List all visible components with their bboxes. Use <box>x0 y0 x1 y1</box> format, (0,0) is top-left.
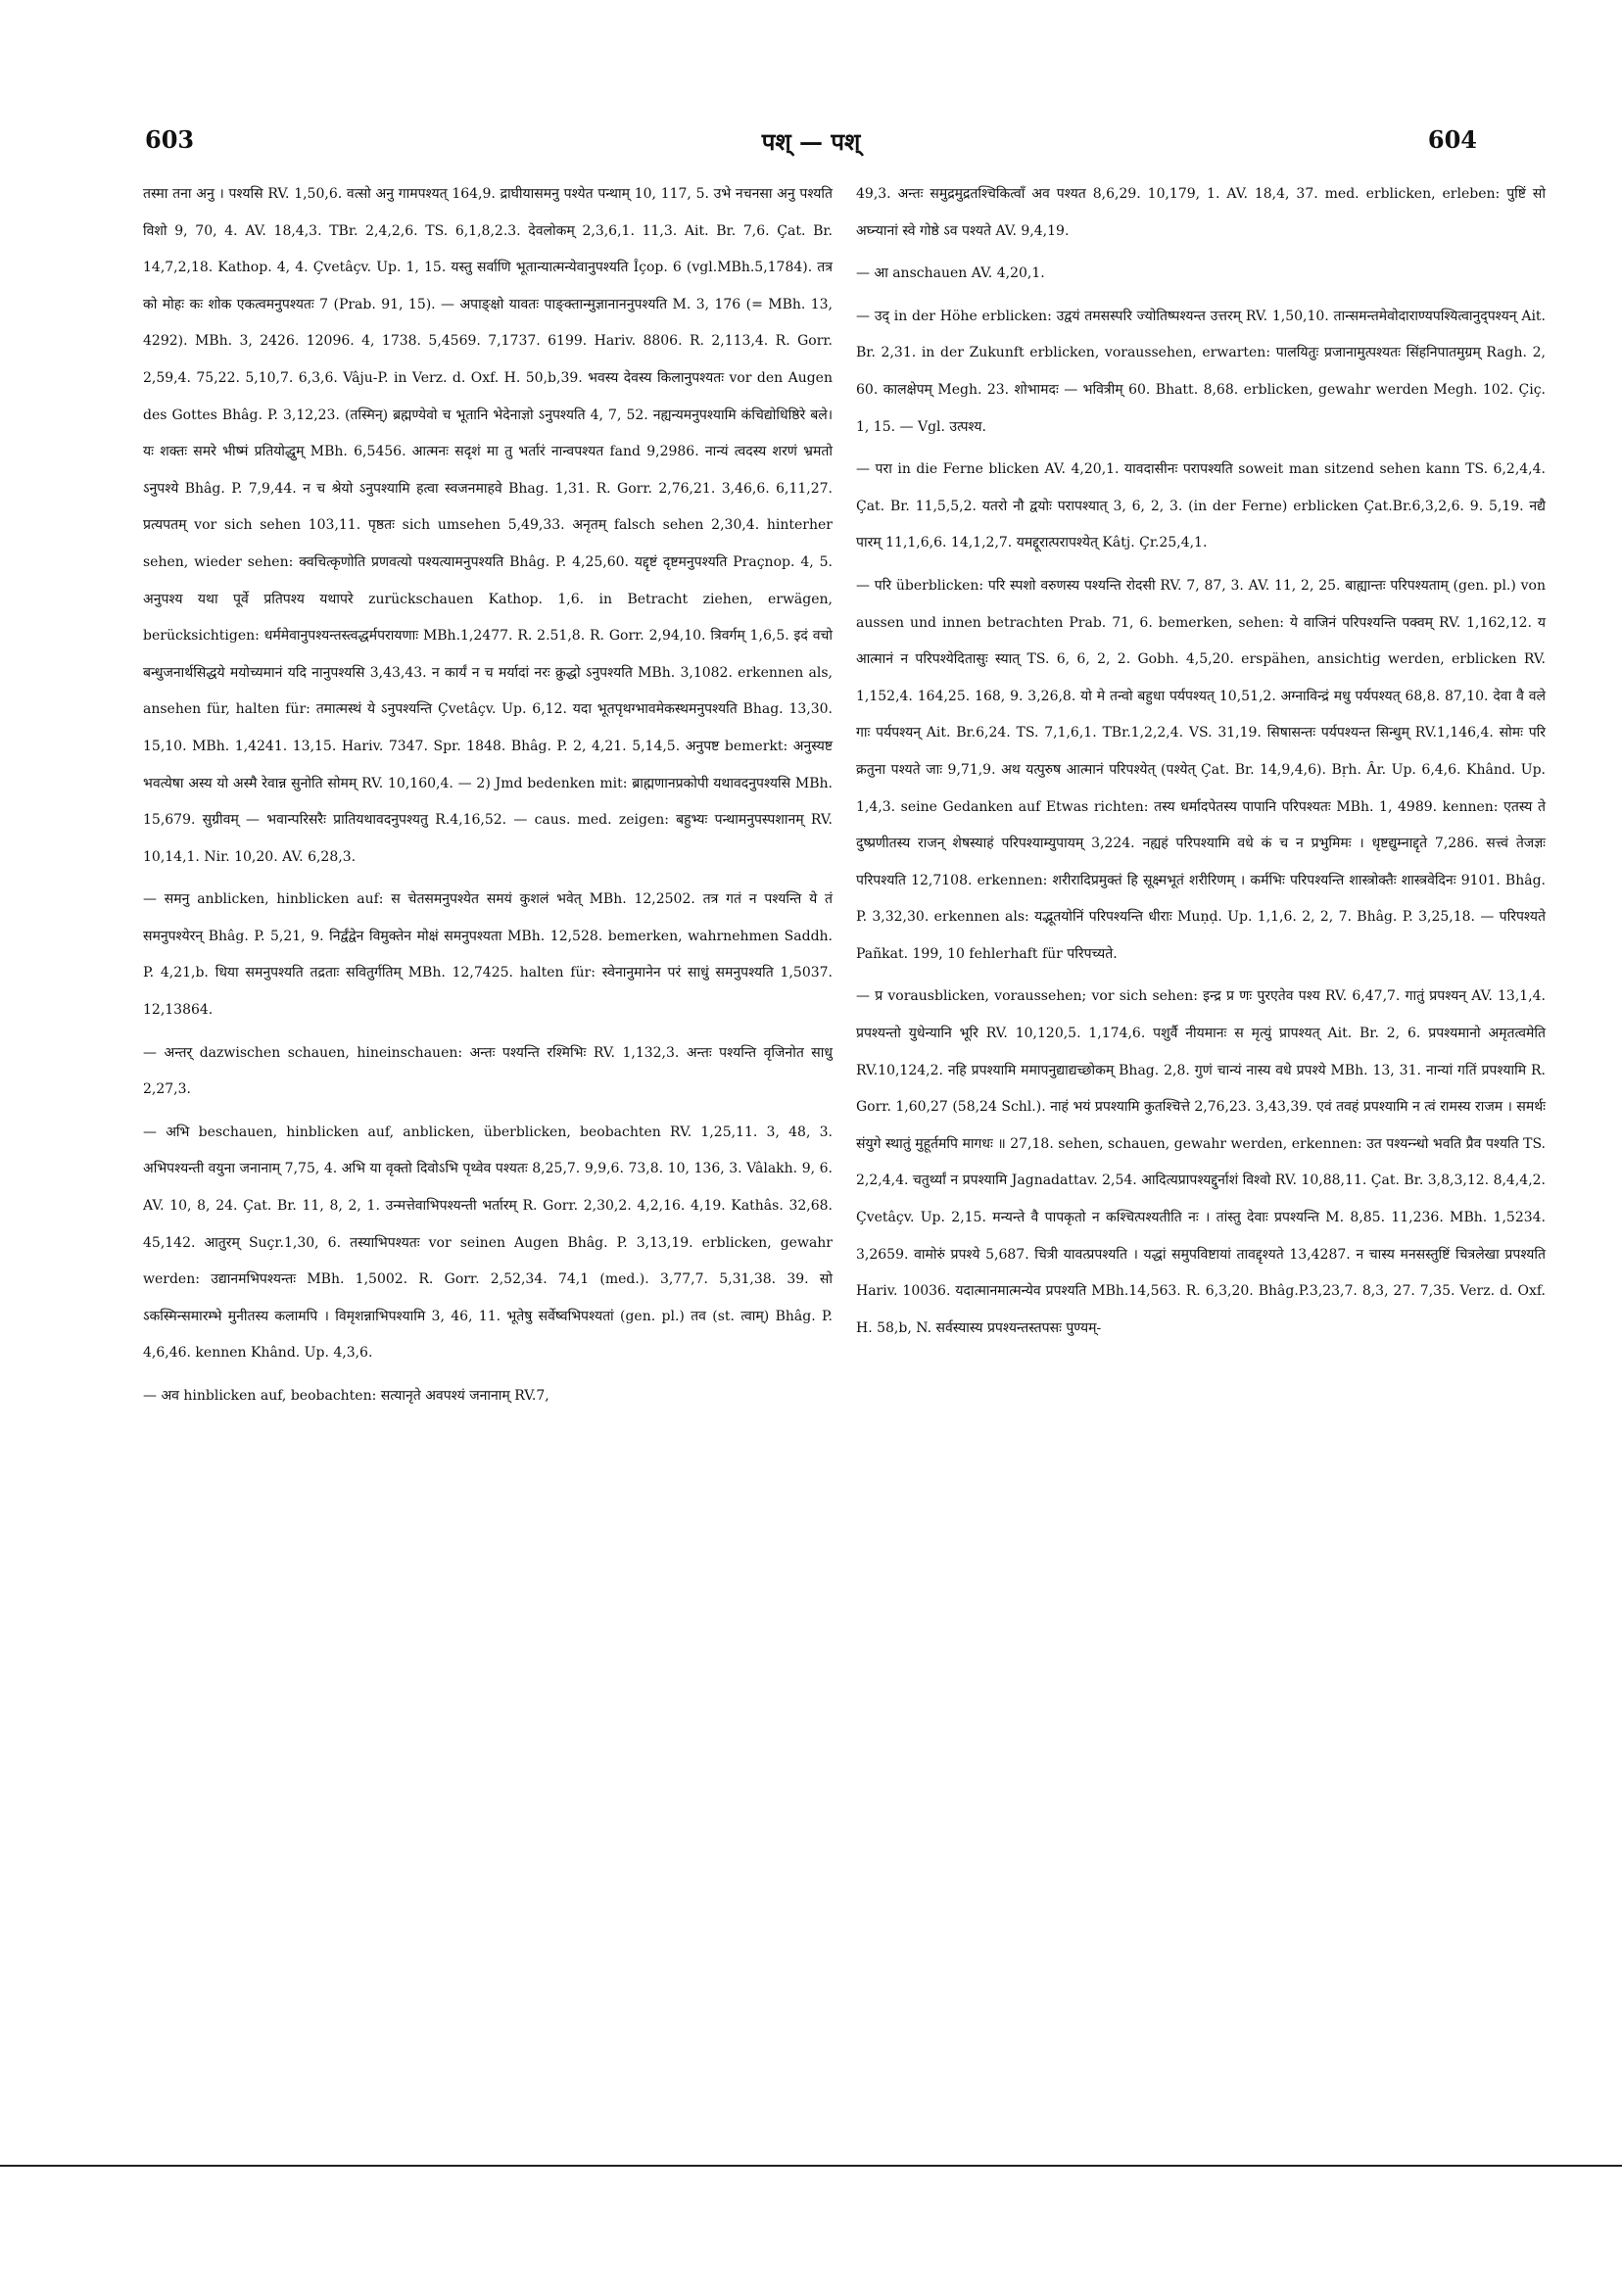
entry-paragraph: — अन्तर् dazwischen schauen, hineinschauen: अन्तः पश्यन्ति रश्मिभिः RV. 1,132,3. अन्तः पश्यन्ति वृजिनोत साधु 2,27,3. <box>143 1044 833 1098</box>
entry-paragraph: — परा in die Ferne blicken AV. 4,20,1. यावदासीनः परापश्यति soweit man sitzend sehen kann TS. 6,2,4,4. Çat. Br. 11,5,5,2. यतरो नौ द्वयोः परापश्यात् 3, 6, 2, 3. (in der Ferne) erblicken Çat.Br.6,3,2,6. 9. 5,19. नद्यै पारम् 11,1,6,6. 14,1,2,7. यमद्दूरात्परापश्येत् Kâtj. Çr.25,4,1. <box>856 461 1546 551</box>
entry-paragraph: — आ anschauen AV. 4,20,1. <box>856 265 1045 282</box>
entry-paragraph: — समनु anblicken, hinblicken auf: स चेतसमनुपश्येत समयं कुशलं भवेत् MBh. 12,2502. तत्र गतं न पश्यन्ति ये तं समनुपश्येरन् Bhâg. P. 5,21, 9. निर्द्वंद्वेन विमुक्तेन मोक्षं समनुपश्यता MBh. 12,528. bemerken, wahrnehmen Saddh. P. 4,21,b. धिया समनुपश्यति तद्रताः सवितुर्गतिम् MBh. 12,7425. halten für: स्वेनानुमानेन परं साधुं समनुपश्यति 1,5037. 12,13864. <box>143 891 833 1019</box>
left-column <box>143 176 833 1421</box>
entry-paragraph: — परि überblicken: परि स्पशो वरुणस्य पश्यन्ति रोदसी RV. 7, 87, 3. AV. 11, 2, 25. बाह्यान्तः परिपश्यताम् (gen. pl.) von aussen und innen betrachten Prab. 71, 6. bemerken, sehen: ये वाजिनं परिपश्यन्ति पक्वम् RV. 1,162,12. य आत्मानं न परिपश्येदितासुः स्यात् TS. 6, 6, 2, 2. Gobh. 4,5,20. erspähen, ansichtig werden, erblicken RV. 1,152,4. 164,25. 168, 9. 3,26,8. यो मे तन्वो बहुधा पर्यपश्यत् 10,51,2. अग्नाविन्द्रं मधु पर्यपश्यत् 68,8. 87,10. देवा वै वले गाः पर्यपश्यन् Ait. Br.6,24. TS. 7,1,6,1. TBr.1,2,2,4. VS. 31,19. सिषासन्तः पर्यपश्यन्त सिन्धुम् RV.1,146,4. सोमः परि क्रतुना पश्यते जाः 9,71,9. अथ यत्पुरुष आत्मानं परिपश्येत् (पश्येत् Çat. Br. 14,9,4,6). Bṛh. Âr. Up. 6,4,6. Khând. Up. 1,4,3. seine Gedanken auf Etwas richten: तस्य धर्मादपेतस्य पापानि परिपश्यतः MBh. 1, 4989. kennen: एतस्य ते दुष्प्रणीतस्य राजन् शेषस्याहं परिपश्याम्युपायम् 3,224. नह्यहं परिपश्यामि वधे कं च न प्रभुमिमः । धृष्टद्युम्नाद्दृते 7,286. सत्त्वं तेजज्ञः परिपश्यति 12,7108. erkennen: शरीरादिप्रमुक्तं हि सूक्ष्मभूतं शरीरिणम् । कर्मभिः परिपश्यन्ति शास्त्रोक्तैः शास्त्रवेदिनः 9101. Bhâg. P. 3,32,30. erkennen als: यद्भूतयोनिं परिपश्यन्ति धीराः Muṇḍ. Up. 1,1,6. 2, 2, 7. Bhâg. P. 3,25,18. — परिपश्यते Pañkat. 199, 10 fehlerhaft für परिपच्यते. <box>856 577 1546 962</box>
running-headword: पश् — पश् <box>761 127 861 156</box>
page-number-left: 603 <box>145 125 195 154</box>
entry-paragraph: — प्र vorausblicken, voraussehen; vor sich sehen: इन्द्र प्र णः पुरएतेव पश्य RV. 6,47,7. गातुं प्रपश्यन् AV. 13,1,4. प्रपश्यन्तो युधेन्यानि भूरि RV. 10,120,5. 1,174,6. पशुर्वै नीयमानः स मृत्युं प्रापश्यत् Ait. Br. 2, 6. प्रपश्यमानो अमृतत्वमेति RV.10,124,2. नहि प्रपश्यामि ममापनुद्याद्यच्छोकम् Bhag. 2,8. गुणं चान्यं नास्य वधे प्रपश्ये MBh. 13, 31. नान्यां गतिं प्रपश्यामि R. Gorr. 1,60,27 (58,24 Schl.). नाहं भयं प्रपश्यामि कुतश्चित्ते 2,76,23. 3,43,39. एवं तवहं प्रपश्यामि न त्वं रामस्य राजम । समर्थः संयुगे स्थातुं मुहूर्तमपि मागधः ॥ 27,18. sehen, schauen, gewahr werden, erkennen: उत पश्यन्न्धो भवति प्रैव पश्यति TS. 2,2,4,4. चतुर्थ्यां न प्रपश्यामि Jagnadattav. 2,54. आदित्यप्रापश्यद्दुर्नाशं विश्वो RV. 10,88,11. Çat. Br. 3,8,3,12. 8,4,4,2. Çvetâçv. Up. 2,15. मन्यन्ते वै पापकृतो न कश्चित्पश्यतीति नः । तांस्तु देवाः प्रपश्यन्ति M. 8,85. 11,236. MBh. 1,5234. 3,2659. वामोरुं प्रपश्ये 5,687. चित्री यावत्प्रपश्यति । यद्धां समुपविष्टायां तावद्दृश्यते 13,4287. न चास्य मनसस्तुष्टिं चित्रलेखा प्रपश्यति Hariv. 10036. यदात्मानमात्मन्येव प्रपश्यति MBh.14,563. R. 6,3,20. Bhâg.P.3,23,7. 8,3, 27. 7,35. Verz. d. Oxf. H. 58,b, N. सर्वस्यास्य प्रपश्यन्तस्तपसः पुण्यम्- <box>856 988 1546 1336</box>
entry-paragraph: 49,3. अन्तः समुद्रमुद्रतश्चिकित्वाँ अव पश्यत 8,6,29. 10,179, 1. AV. 18,4, 37. med. erblicken, erleben: पुष्टिं सो अघ्न्यानां स्वे गोष्ठे ऽव पश्यते AV. 9,4,19. <box>856 186 1546 239</box>
entry-paragraph: — उद् in der Höhe erblicken: उद्वयं तमसस्परि ज्योतिष्पश्यन्त उत्तरम् RV. 1,50,10. तान्समन्तमेवोदाराण्यपश्यित्वानुद्पश्यन् Ait. Br. 2,31. in der Zukunft erblicken, voraussehen, erwarten: पालयितुः प्रजानामुत्पश्यतः सिंहनिपातमुग्रम् Ragh. 2, 60. कालक्षेपम् Megh. 23. शोभामदः — भवित्रीम् 60. Bhatt. 8,68. erblicken, gewahr werden Megh. 102. Çiç. 1, 15. — Vgl. उत्पश्य. <box>856 308 1546 435</box>
footer-rule <box>0 2165 1622 2167</box>
right-column <box>856 176 1546 1353</box>
entry-paragraph: — अव hinblicken auf, beobachten: सत्यानृते अवपश्यं जनानाम् RV.7, <box>143 1388 549 1404</box>
entry-paragraph: तस्मा तना अनु । पश्यसि RV. 1,50,6. वत्सो अनु गामपश्यत् 164,9. द्राघीयासमनु पश्येत पन्थाम् 10, 117, 5. उभे नचनसा अनु पश्यति विशो 9, 70, 4. AV. 18,4,3. TBr. 2,4,2,6. TS. 6,1,8,2.3. देवलोकम् 2,3,6,1. 11,3. Ait. Br. 7,6. Çat. Br. 14,7,2,18. Kathop. 4, 4. Çvetâçv. Up. 1, 15. यस्तु सर्वाणि भूतान्यात्मन्येवानुपश्यति Îçop. 6 (vgl.MBh.5,1784). तत्र को मोहः कः शोक एकत्वमनुपश्यतः 7 (Prab. 91, 15). — अपाङ्क्षो यावतः पाङ्क्तान्मुज्ञानाननुपश्यति M. 3, 176 (= MBh. 13, 4292). MBh. 3, 2426. 12096. 4, 1738. 5,4569. 7,1737. 6199. Hariv. 8806. R. 2,113,4. R. Gorr. 2,59,4. 75,22. 5,10,7. 6,3,6. Vâju-P. in Verz. d. Oxf. H. 50,b,39. भवस्य देवस्य किलानुपश्यतः vor den Augen des Gottes Bhâg. P. 3,12,23. (तस्मिन्) ब्रह्मण्येवो च भूतानि भेदेनाज्ञो ऽनुपश्यति 4, 7, 52. नह्यन्यमनुपश्यामि कंचिद्योधिष्ठिरे बले। यः शक्तः समरे भीष्मं प्रतियोद्धुम् MBh. 6,5456. आत्मनः सदृशं मा तु भर्तारं नान्वपश्यत fand 9,2986. नान्यं त्वदस्य शरणं भ्रमतो ऽनुपश्ये Bhâg. P. 7,9,44. न च श्रेयो ऽनुपश्यामि हत्वा स्वजनमाहवे Bhag. 1,31. R. Gorr. 2,76,21. 3,46,6. 6,11,27. प्रत्यपतम् vor sich sehen 103,11. पृष्ठतः sich umsehen 5,49,33. अनृतम् falsch sehen 2,30,4. hinterher sehen, wieder sehen: क्वचित्कृणोति प्रणवत्यो पश्यत्यामनुपश्यति Bhâg. P. 4,25,60. यद्दृष्टं दृष्टमनुपश्यति Praçnop. 4, 5. अनुपश्य यथा पूर्वे प्रतिपश्य यथापरे zurückschauen Kathop. 1,6. in Betracht ziehen, erwägen, berücksichtigen: धर्ममेवानुपश्यन्तस्त्वद्धर्मपरायणाः MBh.1,2477. R. 2.51,8. R. Gorr. 2,94,10. त्रिवर्गम् 1,6,5. इदं वचो बन्धुजनार्थसिद्धये मयोच्यमानं यदि नानुपश्यसि 3,43,43. न कार्यं न च मर्यादां नरः क्रुद्धो ऽनुपश्यति MBh. 3,1082. erkennen als, ansehen für, halten für: तमात्मस्थं ये ऽनुपश्यन्ति Çvetâçv. Up. 6,12. यदा भूतपृथग्भावमेकस्थमनुपश्यति Bhag. 13,30. 15,10. MBh. 1,4241. 13,15. Hariv. 7347. Spr. 1848. Bhâg. P. 2, 4,21. 5,14,5. अनुपष्ट bemerkt: अनुस्यष्ट भवत्येषा अस्य यो अस्मै रेवान्न सुनोति सोमम् RV. 10,160,4. — 2) Jmd bedenken mit: ब्राह्मणानप्रकोपी यथावदनुपश्यसि MBh. 15,679. सुग्रीवम् — भवान्परिसरैः प्रातियथावदनुपश्यतु R.4,16,52. — caus. med. zeigen: बहुभ्यः पन्थामनुपस्पशानम् RV. 10,14,1. Nir. 10,20. AV. 6,28,3. <box>143 186 833 865</box>
page-number-right: 604 <box>1427 125 1477 154</box>
entry-paragraph: — अभि beschauen, hinblicken auf, anblicken, überblicken, beobachten RV. 1,25,11. 3, 48, 3. अभिपश्यन्ती वयुना जनानाम् 7,75, 4. अभि या वृक्तो दिवोऽभि पृथ्वेव पश्यतः 8,25,7. 9,9,6. 73,8. 10, 136, 3. Vâlakh. 9, 6. AV. 10, 8, 24. Çat. Br. 11, 8, 2, 1. उन्मत्तेवाभिपश्यन्ती भर्तारम् R. Gorr. 2,30,2. 4,2,16. 4,19. Kathâs. 32,68. 45,142. आतुरम् Suçr.1,30, 6. तस्याभिपश्यतः vor seinen Augen Bhâg. P. 3,13,19. erblicken, gewahr werden: उद्यानमभिपश्यन्तः MBh. 1,5002. R. Gorr. 2,52,34. 74,1 (med.). 3,77,7. 5,31,38. 39. सो ऽकस्मिन्समारम्भे मुनीतस्य कलामपि । विमृशन्नाभिपश्यामि 3, 46, 11. भूतेषु सर्वेष्वभिपश्यतां (gen. pl.) तव (st. त्वाम्) Bhâg. P. 4,6,46. kennen Khând. Up. 4,3,6. <box>143 1124 833 1362</box>
